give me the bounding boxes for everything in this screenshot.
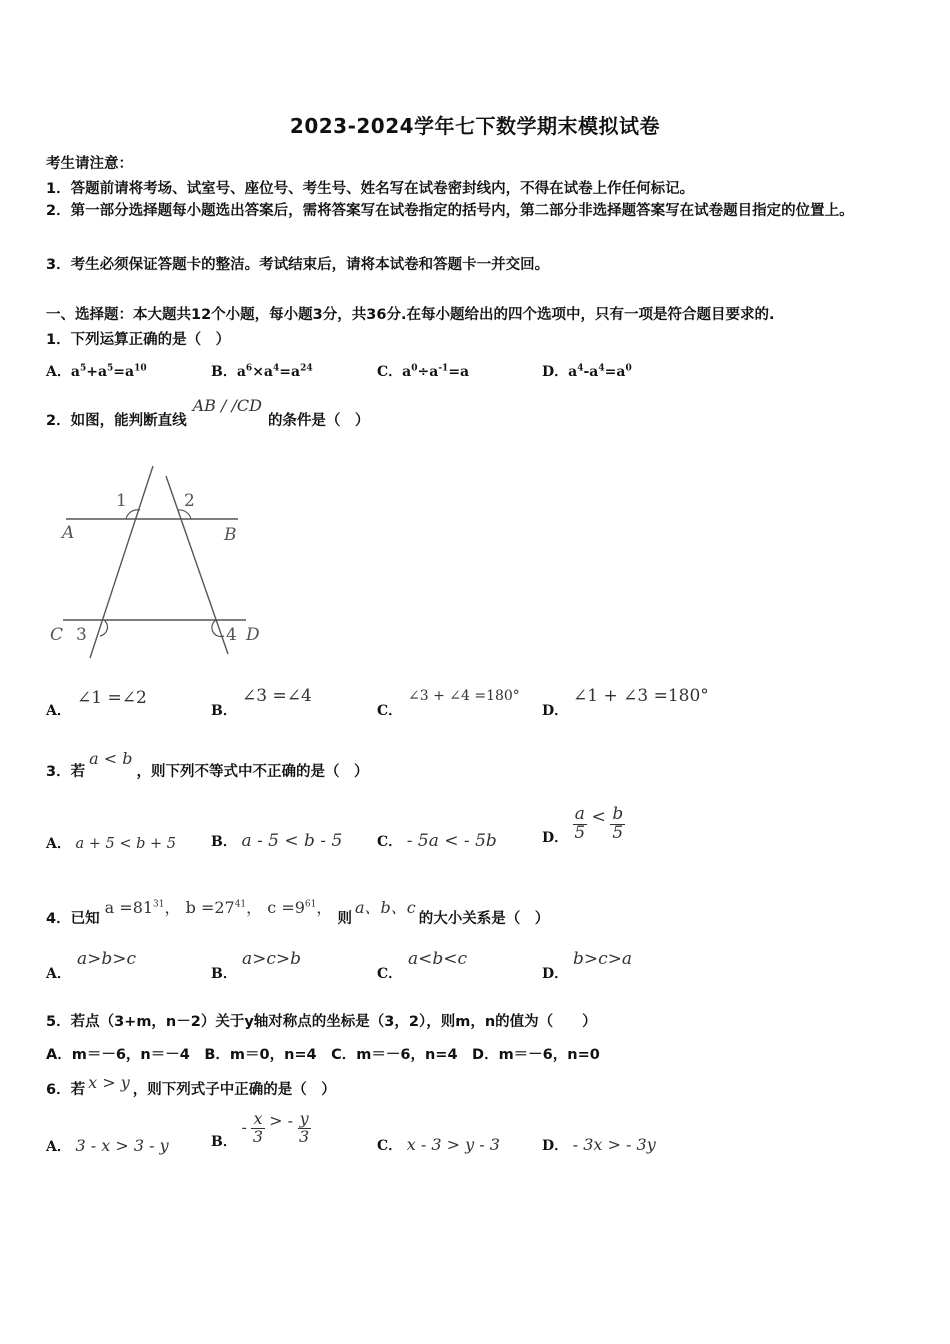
label-b: B [224,525,237,545]
q4-option-a-math: a>b>c [77,949,137,969]
q2-option-a: A． [46,703,71,719]
q1-option-b: B．$a^6\times a^4=a^{24}$ [211,363,313,380]
label-a: A [62,523,75,543]
q5-stem: 5．若点（3+m，n－2）关于y轴对称点的坐标是（3，2），则m，n的值为（ ） [46,1014,597,1030]
label-angle-2: 2 [184,491,195,511]
page-title: 2023-2024学年七下数学期末模拟试卷 [289,114,661,138]
q6-option-a: A． 3 - x > 3 - y [46,1136,169,1155]
q2-option-b: B． [211,703,237,719]
q3-option-c: C． - 5a < - 5b [377,831,497,851]
q4-stem: 4．已知 $a =81^{31}$， $b =27^{41}$， $c =9^{61}$， 则a、b、c的大小关系是（ ） [46,898,550,927]
label-angle-4: 4 [226,625,237,645]
q4-option-b-math: a>c>b [242,949,302,969]
q6-stem: 6．若 x > y ，则下列式子中正确的是（ ） [46,1073,336,1098]
q1-option-c: C．$a^0\div a^{-1}=a$ [377,363,470,380]
q2-option-b-math: ∠3 =∠4 [242,686,312,706]
q6-option-d: D． - 3x > - 3y [542,1135,656,1154]
angle-4-arc [212,620,224,637]
q4-option-c: C． [377,966,403,982]
label-c: C [50,625,64,645]
q6-option-c: C． x - 3 > y - 3 [377,1135,500,1154]
q3-option-a: A． a + 5 < b + 5 [46,836,176,852]
q1-stem: 1．下列运算正确的是（ ） [46,332,231,348]
q4-option-c-math: a<b<c [408,949,468,969]
q4-option-a: A． [46,966,71,982]
q3-option-b: B． a - 5 < b - 5 [211,831,343,851]
q4-option-d: D． [542,966,569,982]
q5-options: A．m＝－6，n＝－4 B．m＝0，n=4 C．m＝－6，n=4 D．m＝－6，n=0 [46,1047,600,1063]
q2-option-c: C． [377,703,403,719]
notice-item-2: 2．第一部分选择题每小题选出答案后，需将答案写在试卷指定的括号内，第二部分非选择题答案写在试卷题目指定的位置上。 [46,203,854,219]
q2-option-a-math: ∠1 =∠2 [77,688,147,708]
q2-option-d: D． [542,703,569,719]
notice-item-1: 1．答题前请将考场、试室号、座位号、考生号、姓名写在试卷密封线内，不得在试卷上作任何标记。 [46,181,695,197]
notice-heading: 考生请注意： [46,156,133,172]
q6-option-b: B． - $\frac{x}{3}$ > - $\frac{y}{3}$ [211,1109,310,1151]
q1-option-d: D．$a^4-a^4=a^0$ [542,363,632,380]
label-angle-3: 3 [76,625,87,645]
q3-option-d: D． $\frac{a}{5}$ < $\frac{b}{5}$ [542,804,624,847]
label-angle-1: 1 [116,491,127,511]
section-heading: 一、选择题：本大题共12个小题，每小题3分，共36分.在每小题给出的四个选项中，只有一项是符合题目要求的. [46,307,775,323]
q2-stem: 2．如图，能判断直线AB / /CD的条件是（ ） [46,396,370,429]
q1-option-a: A．$a^5+a^5=a^{10}$ [46,363,147,380]
transversal-right [166,476,228,654]
q4-option-d-math: b>c>a [573,949,633,969]
q4-option-b: B． [211,966,237,982]
q2-option-c-math: ∠3 + ∠4 =180° [408,688,520,704]
parallel-lines-figure [48,458,278,668]
q3-stem: 3．若a < b，则下列不等式中不正确的是（ ） [46,749,369,780]
label-d: D [246,625,260,645]
notice-item-3: 3．考生必须保证答题卡的整洁。考试结束后，请将本试卷和答题卡一并交回。 [46,257,550,273]
q2-option-d-math: ∠1 + ∠3 =180° [573,686,709,706]
